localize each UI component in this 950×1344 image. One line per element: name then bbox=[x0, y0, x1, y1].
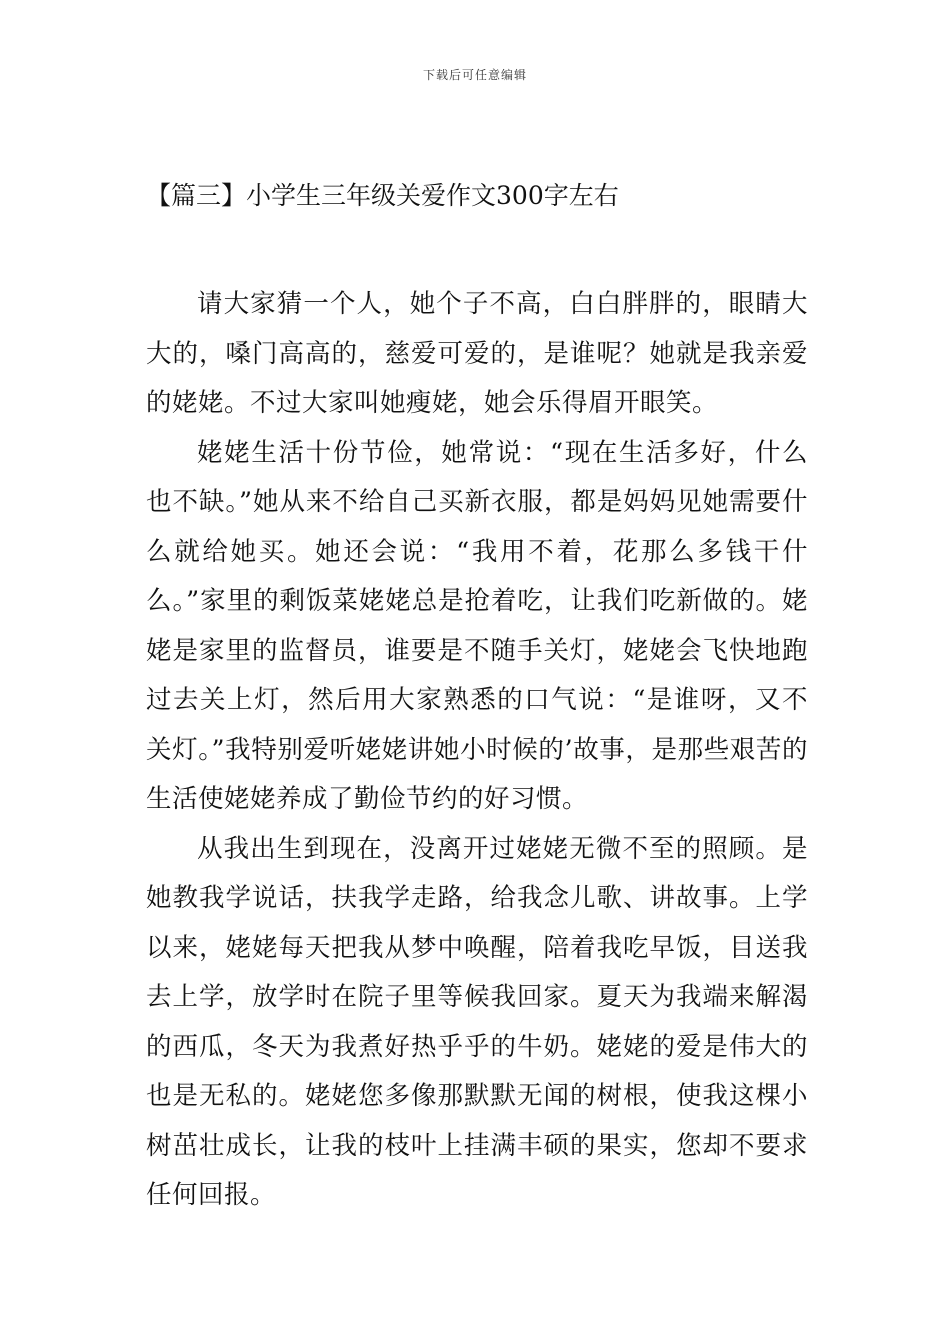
page-header-note: 下载后可任意编辑 bbox=[422, 68, 527, 82]
document-body bbox=[146, 280, 808, 1221]
document-title: 【篇三】小学生三年级关爱作文300字左右 bbox=[146, 181, 619, 210]
paragraph-2: 姥姥生活十份节俭，她常说：“现在生活多好，什么也不缺。”她从来不给自己买新衣服，都是妈妈见她需要什么就给她买。她还会说：“我用不着，花那么多钱干什么。”家里的剩饭菜姥姥总是抢着吃，让我们吃新做的。姥姥是家里的监督员，谁要是不随手关灯，姥姥会飞快地跑过去关上灯，然后用大家熟悉的口气说：“是谁呀，又不关灯。”我特别爱听姥姥讲她小时候的’故事，是那些艰苦的生活使姥姥养成了勤俭节约的好习惯。 bbox=[146, 437, 808, 814]
paragraph-3: 从我出生到现在，没离开过姥姥无微不至的照顾。是她教我学说话，扶我学走路，给我念儿歌、讲故事。上学以来，姥姥每天把我从梦中唤醒，陪着我吃早饭，目送我去上学，放学时在院子里等候我回家。夏天为我端来解渴的西瓜，冬天为我煮好热乎乎的牛奶。姥姥的爱是伟大的也是无私的。姥姥您多像那默默无闻的树根，使我这棵小树茁壮成长，让我的枝叶上挂满丰硕的果实，您却不要求任何回报。 bbox=[146, 833, 808, 1210]
paragraph-1: 请大家猜一个人，她个子不高，白白胖胖的，眼睛大大的，嗓门高高的，慈爱可爱的，是谁呢？她就是我亲爱的姥姥。不过大家叫她瘦姥，她会乐得眉开眼笑。 bbox=[146, 289, 808, 418]
